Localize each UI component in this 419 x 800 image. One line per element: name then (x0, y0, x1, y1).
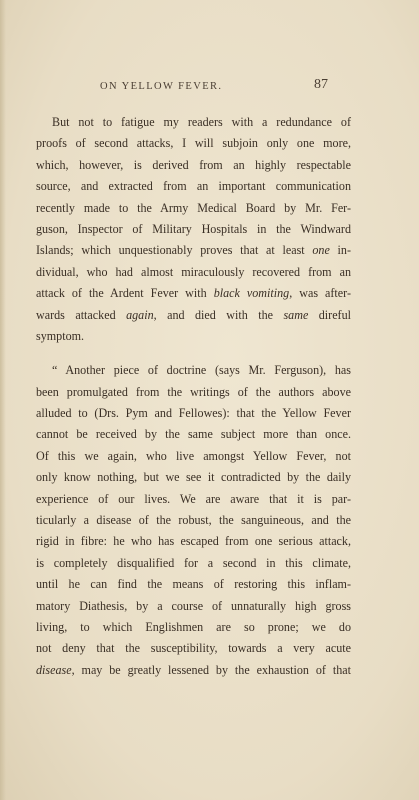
text-line: alluded to (Drs. Pym and Fellowes): that the Yellow Fever (36, 406, 351, 421)
body-text (36, 112, 351, 681)
text-line: until he can find the means of restoring this inflam- (36, 577, 351, 592)
text-line: “ Another piece of doctrine (says Mr. Ferguson), has (52, 363, 351, 378)
italic-emphasis: one (312, 243, 330, 258)
text-line: disease, may be greatly lessened by the exhaustion of that (36, 662, 351, 677)
text-line: is completely disqualified for a second in this climate, (36, 555, 351, 570)
text-line: only know nothing, but we see it contradicted by the daily (36, 470, 351, 485)
text-line: living, to which Englishmen are so prone; we do (36, 619, 351, 634)
text-line: cannot be received by the same subject more than once. (36, 427, 351, 442)
text-line: Islands; which unquestionably proves that at least one in- (36, 243, 351, 258)
italic-emphasis: disease (36, 662, 72, 677)
text-line: matory Diathesis, by a course of unnaturally high gross (36, 598, 351, 613)
italic-emphasis: same (283, 307, 309, 322)
text-line: recently made to the Army Medical Board by Mr. Fer- (36, 200, 351, 215)
page-header (0, 77, 419, 97)
page-spine-shadow (0, 0, 6, 800)
text-line: But not to fatigue my readers with a redundance of (52, 115, 351, 129)
text-line: attack of the Ardent Fever with black vomiting, was after- (36, 286, 351, 301)
text-line: Of this we again, who live amongst Yellow Fever, not (36, 448, 351, 463)
text-line: experience of our lives. We are aware that it is par- (36, 491, 351, 506)
text-line: rigid in fibre: he who has escaped from one serious attack, (36, 534, 351, 549)
text-line: symptom. (36, 328, 85, 343)
paragraph-1 (36, 112, 351, 347)
text-line: guson, Inspector of Military Hospitals in the Windward (36, 221, 351, 236)
italic-emphasis: again (126, 307, 154, 322)
text-line: which, however, is derived from an highly respectable (36, 157, 351, 172)
running-head: ON YELLOW FEVER. (100, 81, 223, 92)
text-line: wards attacked again, and died with the same direful (36, 307, 351, 322)
text-line: dividual, who had almost miraculously recovered from an (36, 264, 351, 279)
text-line: proofs of second attacks, I will subjoin only one more, (36, 136, 351, 151)
text-line: been promulgated from the writings of the authors above (36, 384, 351, 399)
text-line: source, and extracted from an important communication (36, 179, 351, 194)
paragraph-2 (36, 360, 351, 681)
text-line: not deny that the susceptibility, towards a very acute (36, 641, 351, 656)
page-number: 87 (314, 77, 328, 92)
italic-emphasis: black vomiting (213, 286, 290, 301)
text-line: ticularly a disease of the robust, the sanguineous, and the (36, 513, 351, 528)
